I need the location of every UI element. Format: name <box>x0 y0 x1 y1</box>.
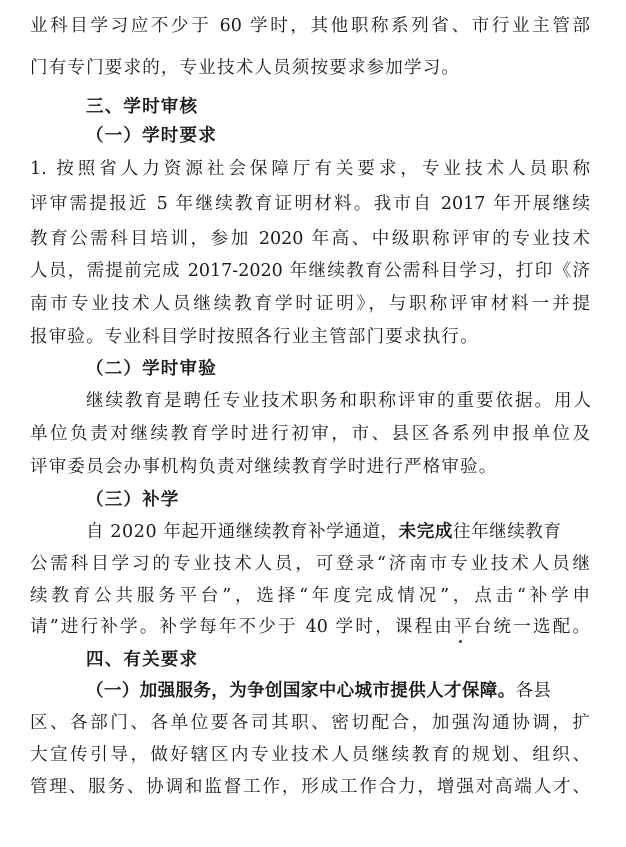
body-text-line: 评审委员会办事机构负责对继续教育学时进行严格审验。 <box>30 457 498 477</box>
body-text-line: 请”进行补学。补学每年不少于 40 学时，课程由平台统一选配。 <box>30 617 590 637</box>
emphasis-text: 未完成 <box>398 522 453 542</box>
body-text-line: 报审验。专业科目学时按照各行业主管部门要求执行。 <box>30 327 479 347</box>
subsection-heading: （一）学时要求 <box>86 126 217 146</box>
body-text-segment: 各县 <box>515 681 552 701</box>
body-text-line: 门有专门要求的，专业技术人员须按要求参加学习。 <box>30 58 461 78</box>
body-text-line: 单位负责对继续教育学时进行初审，市、县区各系列申报单位及 <box>30 424 590 444</box>
body-text-line: 业科目学习应不少于 60 学时，其他职称系列省、市行业主管部 <box>30 16 590 36</box>
body-text-line: 人员，需提前完成 2017-2020 年继续教育公需科目学习，打印《济 <box>30 261 590 281</box>
body-text-line <box>86 679 551 703</box>
body-text-line: 教育公需科目培训，参加 2020 年高、中级职称评审的专业技术 <box>30 229 590 249</box>
body-text-line: 继续教育是聘任专业技术职务和职称评审的重要依据。用人 <box>86 391 591 411</box>
body-text-line: 管理、服务、协调和监督工作，形成工作合力，增强对高端人才、 <box>30 777 590 797</box>
section-heading: 三、学时审核 <box>86 97 199 117</box>
body-text-line: 南市专业技术人员继续教育学时证明》，与职称评审材料一并提 <box>30 294 590 314</box>
body-text-line: 区、各部门、各单位要各司其职、密切配合，加强沟通协调，扩 <box>30 713 590 733</box>
subsection-heading: （三）补学 <box>86 490 180 510</box>
body-text-segment: 自 2020 年起开通继续教育补学通道， <box>86 522 399 542</box>
body-text-line <box>86 520 562 544</box>
body-text-line: 评审需提报近 5 年继续教育证明材料。我市自 2017 年开展继续 <box>30 194 590 214</box>
subsection-heading: （二）学时审验 <box>86 359 217 379</box>
body-text-line: 续教育公共服务平台”，选择“年度完成情况”，点击“补学申 <box>30 586 590 606</box>
body-text-line: 1. 按照省人力资源社会保障厅有关要求，专业技术人员职称 <box>30 159 590 179</box>
section-heading: 四、有关要求 <box>86 650 199 670</box>
body-text-segment: 往年继续教育 <box>452 522 562 542</box>
body-text-line: 大宣传引导，做好辖区内专业技术人员继续教育的规划、组织、 <box>30 745 590 765</box>
scan-speck <box>459 640 462 643</box>
body-text-line: 公需科目学习的专业技术人员，可登录“济南市专业技术人员继 <box>30 554 590 574</box>
emphasis-text: （一）加强服务，为争创国家中心城市提供人才保障。 <box>86 681 516 701</box>
